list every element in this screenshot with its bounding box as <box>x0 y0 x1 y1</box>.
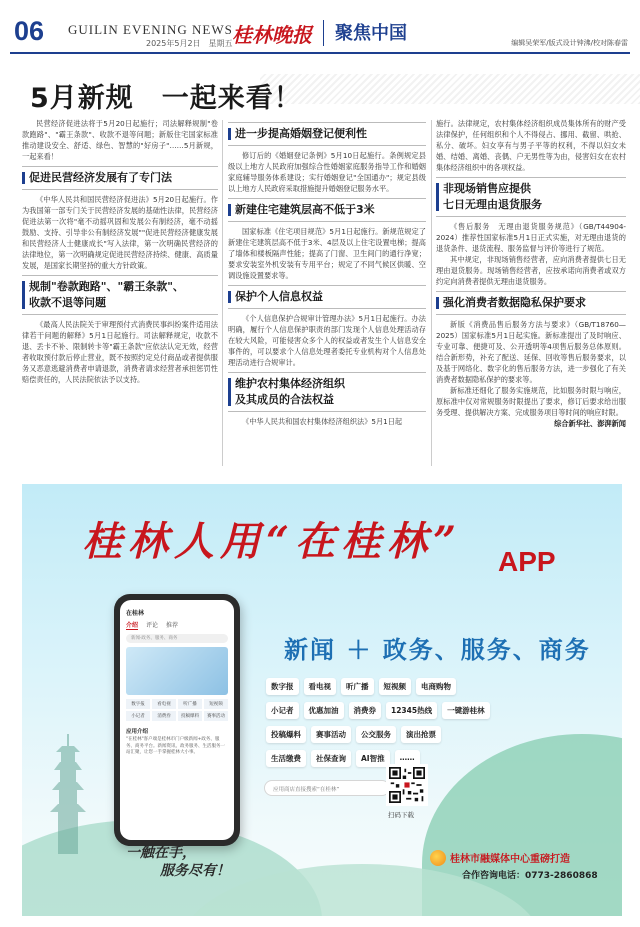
media-center-logo-icon <box>430 850 446 866</box>
body-paragraph: 《中华人民共和国民营经济促进法》5月20日起施行。作为我国第一部专门关于民营经济发展的基础性法律，民营经济促进法第一次将"毫不动摇巩固和发展公有制经济，毫不动摇鼓励、支持、引导非公有制经济发展""促进民营经济健康发展和民营经济人士健康成长"写入法律，第一次明确民营经济的法律地位，第一次明确规定促进民营经济持续、健康、高质量发展，是国家长期坚持的重大方针政策。 <box>22 195 218 270</box>
qr-caption: 扫码下载 <box>388 811 414 819</box>
app-grid-item: 听广播 <box>178 699 202 709</box>
body-paragraph: 《个人信息保护合规审计管理办法》5月1日起施行。办法明确，履行个人信息保护职责的部门发现个人信息处理活动存在较大风险，可能侵害众多个人的权益或者发生个人信息安全事件的，可以要求个人信息处理者委托专业机构对个人信息处理活动进行合规审计。 <box>228 314 426 367</box>
ad-slogan: 新闻 ＋ 政务、服务、商务 <box>284 636 591 664</box>
subheading-line: 及其成员的合法权益 <box>235 393 334 406</box>
main-headline: 5月新规 一起来看！ <box>30 83 302 114</box>
editor-credits: 编辑吴荣军/版式设计钟沸/校对陈春雷 <box>511 39 628 47</box>
feature-tag: 赛事活动 <box>311 726 351 743</box>
subheading <box>228 372 426 412</box>
feature-tag: 投稿爆料 <box>266 726 306 743</box>
feature-tag: 一键游桂林 <box>442 702 490 719</box>
subheading <box>22 275 218 315</box>
news-source: 综合新华社、澎湃新闻 <box>554 419 626 428</box>
app-advertisement <box>22 484 622 916</box>
feature-tags <box>266 678 502 774</box>
ad-handwritten-slogan <box>126 844 230 880</box>
column-divider <box>222 120 223 466</box>
masthead-divider <box>323 20 324 46</box>
paper-name: GUILIN EVENING NEWS <box>68 22 233 37</box>
feature-tag: 短视频 <box>379 678 412 695</box>
subheading-line: 规制"卷款跑路"、"霸王条款"、 <box>29 280 184 293</box>
phone-screen <box>120 600 234 840</box>
ad-title: 桂林人用“在桂林” <box>82 518 463 565</box>
subheading-line: 维护农村集体经济组织 <box>235 377 345 390</box>
body-paragraph: 其中规定，非现场销售经营者，应向消费者提供七日无理由退货服务。现场销售经营者，应按承诺向消费者或双方约定向消费者提供无理由退货服务。 <box>436 255 626 286</box>
slogan-line: 一触在手， <box>126 845 196 861</box>
paper-logo: 桂林晚报 <box>232 23 312 47</box>
headline-bar <box>22 70 622 114</box>
feature-tag: 听广播 <box>341 678 374 695</box>
app-grid-item: 看电视 <box>152 699 176 709</box>
issue-date: 2025年5月2日 星期五 <box>146 39 233 48</box>
app-tab: 推荐 <box>166 622 179 629</box>
feature-tag: 演出抢票 <box>401 726 441 743</box>
app-function-grid <box>126 699 228 721</box>
feature-tag: 生活缴费 <box>266 750 306 767</box>
section-title: 聚焦中国 <box>335 23 407 44</box>
feature-tag: 公交服务 <box>356 726 396 743</box>
feature-tag: …… <box>395 750 420 767</box>
app-grid-item: 消费券 <box>152 711 176 721</box>
slogan-line: 服务尽有！ <box>160 863 230 879</box>
app-tabs <box>120 620 234 630</box>
body-paragraph: 施行。法律规定，农村集体经济组织成员集体所有的财产受法律保护，任何组织和个人不得侵占、挪用、截留、哄抢、私分、破坏。妇女享有与男子平等的权利，不得以妇女未婚、结婚、离婚、丧偶、户无男性等为由，侵害妇女在农村集体经济组织中的各项权益。 <box>436 119 626 172</box>
app-grid-item: 小记者 <box>126 711 150 721</box>
feature-tag: 社保查询 <box>311 750 351 767</box>
page-number: 06 <box>14 16 45 46</box>
tag-row <box>266 750 502 767</box>
body-paragraph: 新标准还细化了服务实施规范，比如服务时限与响应，原标准中仅对常规服务时限提出了要求，修订后要求给出服务受理、提供解决方案、完成服务项目等时间的响应时限。 <box>436 386 626 417</box>
subheading: 促进民营经济发展有了专门法 <box>22 166 218 190</box>
app-intro-text: "在桂林"客户端是桂林市门户级新闻+政务、服务、商务平台。新闻资讯、政务服务、生活服务一站汇聚，让您一手掌握桂林大小事。 <box>126 737 225 755</box>
app-store-search-hint: 应用商店直接搜索“在桂林” <box>264 780 390 796</box>
app-grid-item: 短视频 <box>204 699 228 709</box>
feature-tag: 12345热线 <box>386 702 437 719</box>
qr-code-icon <box>386 764 428 806</box>
subheading-line: 收款不退等问题 <box>29 296 106 309</box>
tag-row <box>266 678 502 695</box>
feature-tag: 数字报 <box>266 678 299 695</box>
feature-tag: 小记者 <box>266 702 299 719</box>
body-paragraph: 《售后服务 无理由退货服务规范》（GB/T44904-2024）推荐性国家标准5月1日正式实施，对无理由退货的退货条件、退货流程、服务监督与评价等进行了规范。 <box>436 222 626 253</box>
feature-tag: 优惠加油 <box>304 702 344 719</box>
feature-tag: 看电视 <box>304 678 337 695</box>
article-column-3 <box>436 118 626 429</box>
headline-pattern <box>260 74 640 104</box>
body-paragraph: 《最高人民法院关于审理预付式消费民事纠纷案件适用法律若干问题的解释》5月1日起施行。司法解释规定，收款不退、丢卡不补、限制转卡等"霸王条款"应依法认定无效，经营者收取预付款后停止营业，既不按照约定兑付商品或者提供服务又恶意逃避消费者申请退款，消费者请求经营者承担惩罚性赔偿责任的，人民法院依法予以支持。 <box>22 320 218 384</box>
contact-phone: 合作咨询电话：0773-2860868 <box>462 871 598 881</box>
subheading <box>436 177 626 217</box>
feature-tag: AI智推 <box>356 750 390 767</box>
phone-mockup <box>114 594 240 846</box>
app-grid-item: 投稿爆料 <box>178 711 202 721</box>
subheading: 新建住宅建筑层高不低于3米 <box>228 198 426 222</box>
article-column-2 <box>228 118 426 427</box>
body-paragraph: 国家标准《住宅项目规范》5月1日起施行。新规范规定了新建住宅建筑层高不低于3米、4层及以上住宅设置电梯；提高了墙体和楼板隔声性能；提高了门窗、卫生间门的通行净宽；要求安装室外机安装有专用平台；规定了不同气候区供暖、空调设施设置要求等。 <box>228 227 426 280</box>
app-tab: 介绍 <box>126 622 139 629</box>
app-intro-title: 应用介绍 <box>126 729 149 735</box>
subheading: 进一步提高婚姻登记便利性 <box>228 122 426 146</box>
app-grid-item: 赛事活动 <box>204 711 228 721</box>
feature-tag: 消费券 <box>349 702 382 719</box>
app-header: 在桂林 <box>126 610 145 617</box>
subheading: 强化消费者数据隐私保护要求 <box>436 291 626 315</box>
subheading: 保护个人信息权益 <box>228 285 426 309</box>
lead-paragraph: 民营经济促进法将于5月20日起施行；司法解释规制"卷款跑路"、"霸王条款"、收款不退等问题；新版住宅国家标准推动建设安全、舒适、绿色、智慧的"好房子"……5月新规，一起来看！ <box>22 119 218 161</box>
subheading-line: 非现场销售应提供 <box>443 182 531 195</box>
app-tab: 评论 <box>146 622 159 629</box>
subheading-line: 七日无理由退货服务 <box>443 198 542 211</box>
app-search-bar: 新闻·政务、服务、商务 <box>126 634 228 643</box>
pagoda-icon <box>50 734 86 854</box>
sponsor-text: 桂林市融媒体中心重磅打造 <box>450 854 570 865</box>
body-paragraph: 新版《消费品售后服务方法与要求》（GB/T18760—2025）国家标准5月1日起实施。新标准提出了及时响应、专业可靠、便捷可及、公开透明等4项售后服务总体原则。结合新形势，补充了配送、延保、回收等售后服务要求，以及基于网络化、数字化的售后服务方法，进一步强化了有关消费者数据隐私保护的要求等。 <box>436 320 626 384</box>
body-paragraph: 修订后的《婚姻登记条例》5月10日起施行。条例规定县级以上地方人民政府加强综合性婚姻家庭服务指导工作和婚姻家庭辅导服务体系建设；实行婚姻登记"全国通办"；规定县级以上地方人民政府采取措施提升婚姻登记服务水平。 <box>228 151 426 193</box>
body-paragraph: 《中华人民共和国农村集体经济组织法》5月1日起 <box>242 417 403 426</box>
feature-tag: 电商购物 <box>416 678 456 695</box>
masthead <box>10 14 630 54</box>
column-divider <box>431 120 432 466</box>
tag-row <box>266 726 502 743</box>
article-column-1 <box>22 118 218 385</box>
app-banner <box>126 647 228 695</box>
ad-app-label: APP <box>498 546 556 577</box>
tag-row <box>266 702 502 719</box>
app-grid-item: 数字报 <box>126 699 150 709</box>
